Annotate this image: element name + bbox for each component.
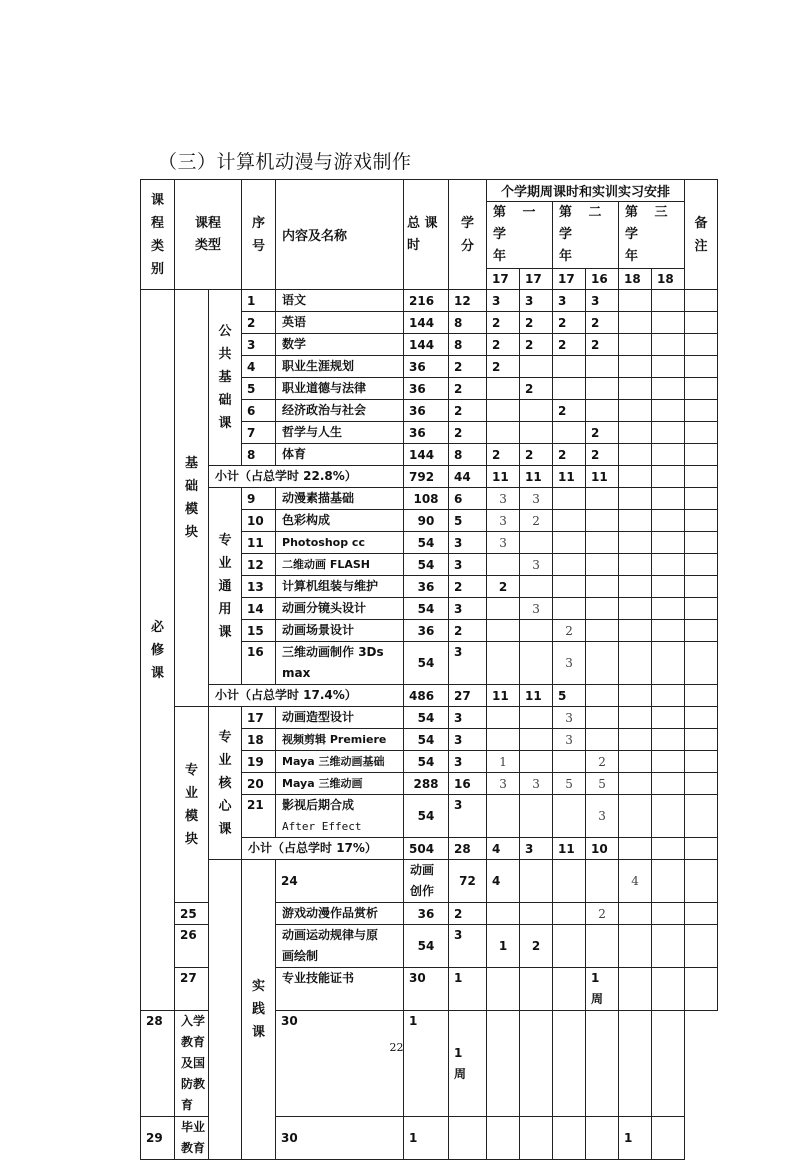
table-row: 18 视频剪辑 Premiere 54 3 3 <box>141 729 718 751</box>
table-row: 2 英语 144 8 2 2 2 2 <box>141 312 718 334</box>
subtotal-row: 小计（占总学时 17%） 504 28 4 3 11 10 <box>141 838 718 860</box>
table-row: 13 计算机组装与维护 36 2 2 <box>141 576 718 598</box>
table-row: 16 三维动画制作 3Ds max 54 3 3 <box>141 642 718 685</box>
table-row: 19 Maya 三维动画基础 54 3 1 2 <box>141 751 718 773</box>
table-row: 11 Photoshop cc 54 3 3 <box>141 532 718 554</box>
header-credit: 学 分 <box>449 180 487 290</box>
header-notes: 备 注 <box>685 180 718 290</box>
table-row: 7 哲学与人生 36 2 2 <box>141 422 718 444</box>
header-hours: 总 课 时 <box>404 180 449 290</box>
group-prof-module: 专 业 模 块 <box>175 707 209 903</box>
header-week: 17 <box>487 269 520 290</box>
header-course-type: 课程 类型 <box>175 180 242 290</box>
table-row: 12 二维动画 FLASH 54 3 3 <box>141 554 718 576</box>
group-prof-core: 专 业 核 心 课 <box>209 707 242 860</box>
header-year-1: 第 一 学 年 <box>487 202 553 269</box>
table-row: 29 毕业教育 30 1 1 <box>141 1117 718 1160</box>
subtotal-row: 小计（占总学时 22.8%） 792 44 11 11 11 11 <box>141 466 718 488</box>
header-week: 18 <box>619 269 652 290</box>
table-row: 20 Maya 三维动画 288 16 3 3 5 5 <box>141 773 718 795</box>
table-row: 10 色彩构成 90 5 3 2 <box>141 510 718 532</box>
table-row: 27 专业技能证书 30 1 1 周 <box>141 968 718 1011</box>
table-row: 专 业 通 用 课 9 动漫素描基础 108 6 3 3 <box>141 488 718 510</box>
header-year-2: 第 二 学 年 <box>553 202 619 269</box>
table-row: 6 经济政治与社会 36 2 2 <box>141 400 718 422</box>
table-row: 28 入学教育及国防教 育 30 1 1 周 <box>141 1011 718 1117</box>
group-prof-general: 专 业 通 用 课 <box>209 488 242 685</box>
group-public-basic: 公 共 基 础 课 <box>209 290 242 466</box>
page-number: 22 <box>389 1041 404 1054</box>
table-row: 14 动画分镜头设计 54 3 3 <box>141 598 718 620</box>
table-row: 4 职业生涯规划 36 2 2 <box>141 356 718 378</box>
table-row: 专 业 模 块 专 业 核 心 课 17 动画造型设计 54 3 3 <box>141 707 718 729</box>
table-row: 实 践 课 24 动画创作 72 4 4 <box>141 860 718 903</box>
group-basic-module: 基 础 模 块 <box>175 290 209 707</box>
header-week: 16 <box>586 269 619 290</box>
header-week: 18 <box>652 269 685 290</box>
table-row: 21 影视后期合成 After Effect 54 3 3 <box>141 795 718 838</box>
header-week: 17 <box>553 269 586 290</box>
header-seq: 序 号 <box>242 180 276 290</box>
table-row: 15 动画场景设计 36 2 2 <box>141 620 718 642</box>
table-row: 5 职业道德与法律 36 2 2 <box>141 378 718 400</box>
group-required: 必 修 课 <box>141 290 175 1011</box>
table-row: 必 修 课 基 础 模 块 公 共 基 础 课 1 语文 216 12 3 3 3 3 <box>141 290 718 312</box>
curriculum-table <box>140 179 718 1160</box>
table-row: 26 动画运动规律与原 画绘制 54 3 1 2 <box>141 925 718 968</box>
table-row: 25 游戏动漫作品赏析 36 2 2 <box>141 903 718 925</box>
header-week: 17 <box>520 269 553 290</box>
header-course-category: 课 程 类 别 <box>141 180 175 290</box>
table-row: 8 体育 144 8 2 2 2 2 <box>141 444 718 466</box>
table-row: 3 数学 144 8 2 2 2 2 <box>141 334 718 356</box>
header-year-3: 第 三 学 年 <box>619 202 685 269</box>
subtotal-row: 小计（占总学时 17.4%） 486 27 11 11 5 <box>141 685 718 707</box>
section-heading: （三）计算机动漫与游戏制作 <box>158 151 412 173</box>
header-schedule: 个学期周课时和实训实习安排 <box>487 180 685 202</box>
group-practice: 实 践 课 <box>242 860 276 1160</box>
header-content: 内容及名称 <box>276 180 404 290</box>
